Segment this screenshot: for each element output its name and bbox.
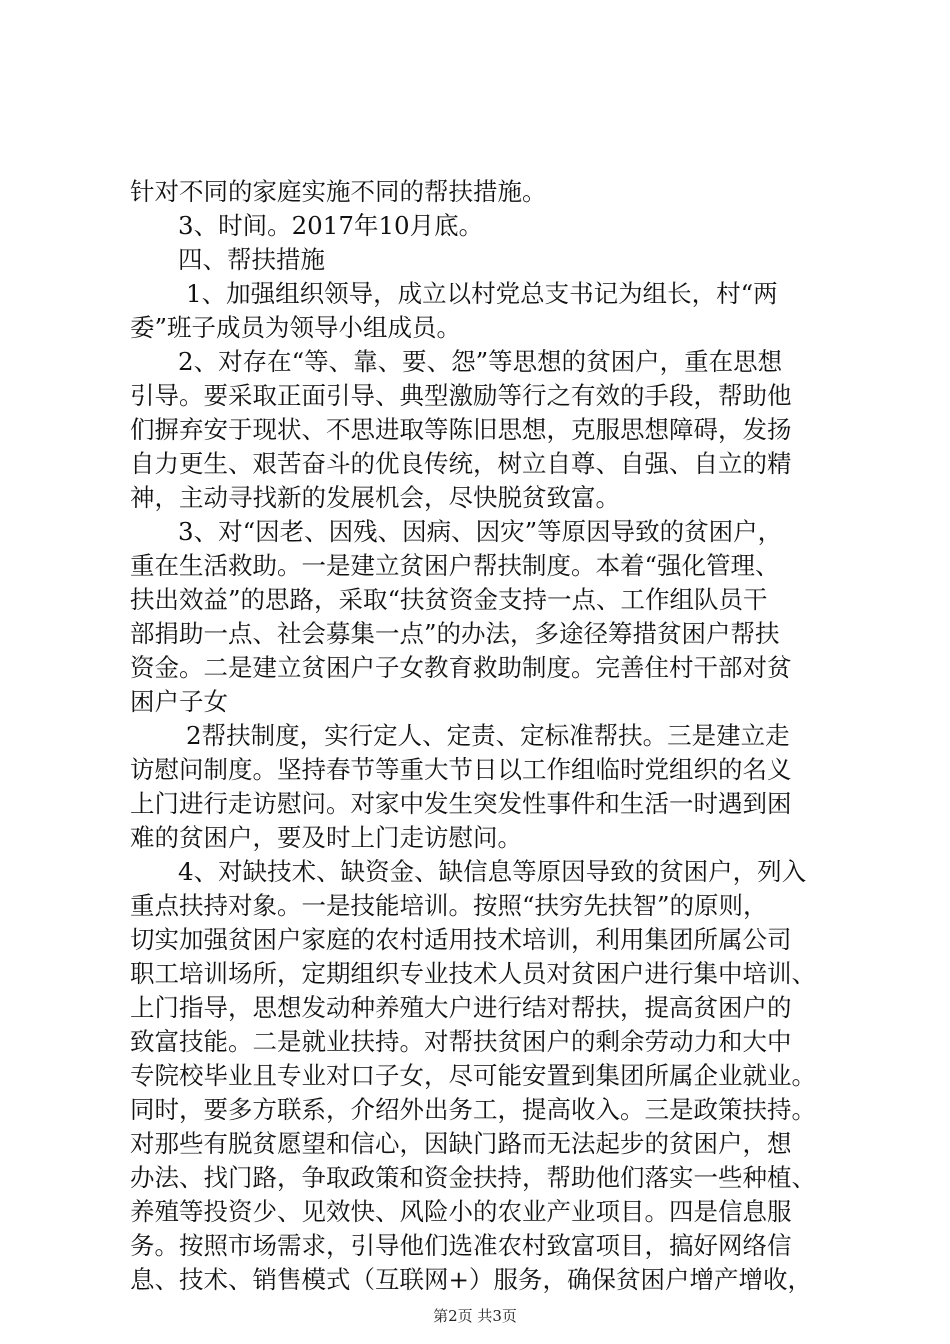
text-line: 办法、找门路，争取政策和资金扶持，帮助他们落实一些种植、 [130, 1163, 816, 1192]
text-line: 针对不同的家庭实施不同的帮扶措施。 [130, 177, 547, 206]
text-line: 重在生活救助。一是建立贫困户帮扶制度。本着“强化管理、 [130, 551, 780, 580]
text-line: 难的贫困户，要及时上门走访慰问。 [130, 823, 522, 852]
text-line: 对那些有脱贫愿望和信心，因缺门路而无法起步的贫困户，想 [130, 1129, 792, 1158]
text-line: 上门指导，思想发动种养殖大户进行结对帮扶，提高贫困户的 [130, 993, 792, 1022]
text-line: 3、时间。2017年10月底。 [178, 211, 484, 240]
text-line: 同时，要多方联系，介绍外出务工，提高收入。三是政策扶持。 [130, 1095, 816, 1124]
text-line: 自力更生、艰苦奋斗的优良传统，树立自尊、自强、自立的精 [130, 449, 792, 478]
text-line: 息、技术、销售模式（互联网+）服务，确保贫困户增产增收， [130, 1265, 813, 1294]
text-line: 访慰问制度。坚持春节等重大节日以工作组临时党组织的名义 [130, 755, 792, 784]
text-line: 上门进行走访慰问。对家中发生突发性事件和生活一时遇到困 [130, 789, 792, 818]
text-line: 资金。二是建立贫困户子女教育救助制度。完善住村干部对贫 [130, 653, 792, 682]
text-line: 养殖等投资少、见效快、风险小的农业产业项目。四是信息服 [130, 1197, 792, 1226]
text-line: 3、对“因老、因残、因病、因灾”等原因导致的贫困户， [178, 517, 783, 546]
text-line: 困户子女 [130, 687, 228, 716]
text-line: 部捐助一点、社会募集一点”的办法，多途径筹措贫困户帮扶 [130, 619, 780, 648]
text-line: 2、对存在“等、靠、要、怨”等思想的贫困户，重在思想 [178, 347, 783, 376]
text-line: 扶出效益”的思路，采取“扶贫资金支持一点、工作组队员干 [130, 585, 768, 614]
text-line: 致富技能。二是就业扶持。对帮扶贫困户的剩余劳动力和大中 [130, 1027, 792, 1056]
text-line: 职工培训场所，定期组织专业技术人员对贫困户进行集中培训、 [130, 959, 816, 988]
text-line: 切实加强贫困户家庭的农村适用技术培训，利用集团所属公司 [130, 925, 792, 954]
text-line: 们摒弃安于现状、不思进取等陈旧思想，克服思想障碍，发扬 [130, 415, 792, 444]
text-line: 委”班子成员为领导小组成员。 [130, 313, 462, 342]
text-line: 引导。要采取正面引导、典型激励等行之有效的手段，帮助他 [130, 381, 792, 410]
text-line: 2帮扶制度，实行定人、定责、定标准帮扶。三是建立走 [186, 721, 790, 750]
text-line: 专院校毕业且专业对口子女，尽可能安置到集团所属企业就业。 [130, 1061, 816, 1090]
text-line: 1、加强组织领导，成立以村党总支书记为组长，村“两 [186, 279, 778, 308]
text-line: 务。按照市场需求，引导他们选准农村致富项目，搞好网络信 [130, 1231, 792, 1260]
text-line: 4、对缺技术、缺资金、缺信息等原因导致的贫困户，列入 [178, 857, 807, 886]
page-number-footer: 第2页 共3页 [433, 1307, 517, 1325]
text-line: 神，主动寻找新的发展机会，尽快脱贫致富。 [130, 483, 620, 512]
text-line: 重点扶持对象。一是技能培训。按照“扶穷先扶智”的原则， [130, 891, 768, 920]
section-heading: 四、帮扶措施 [178, 245, 325, 274]
